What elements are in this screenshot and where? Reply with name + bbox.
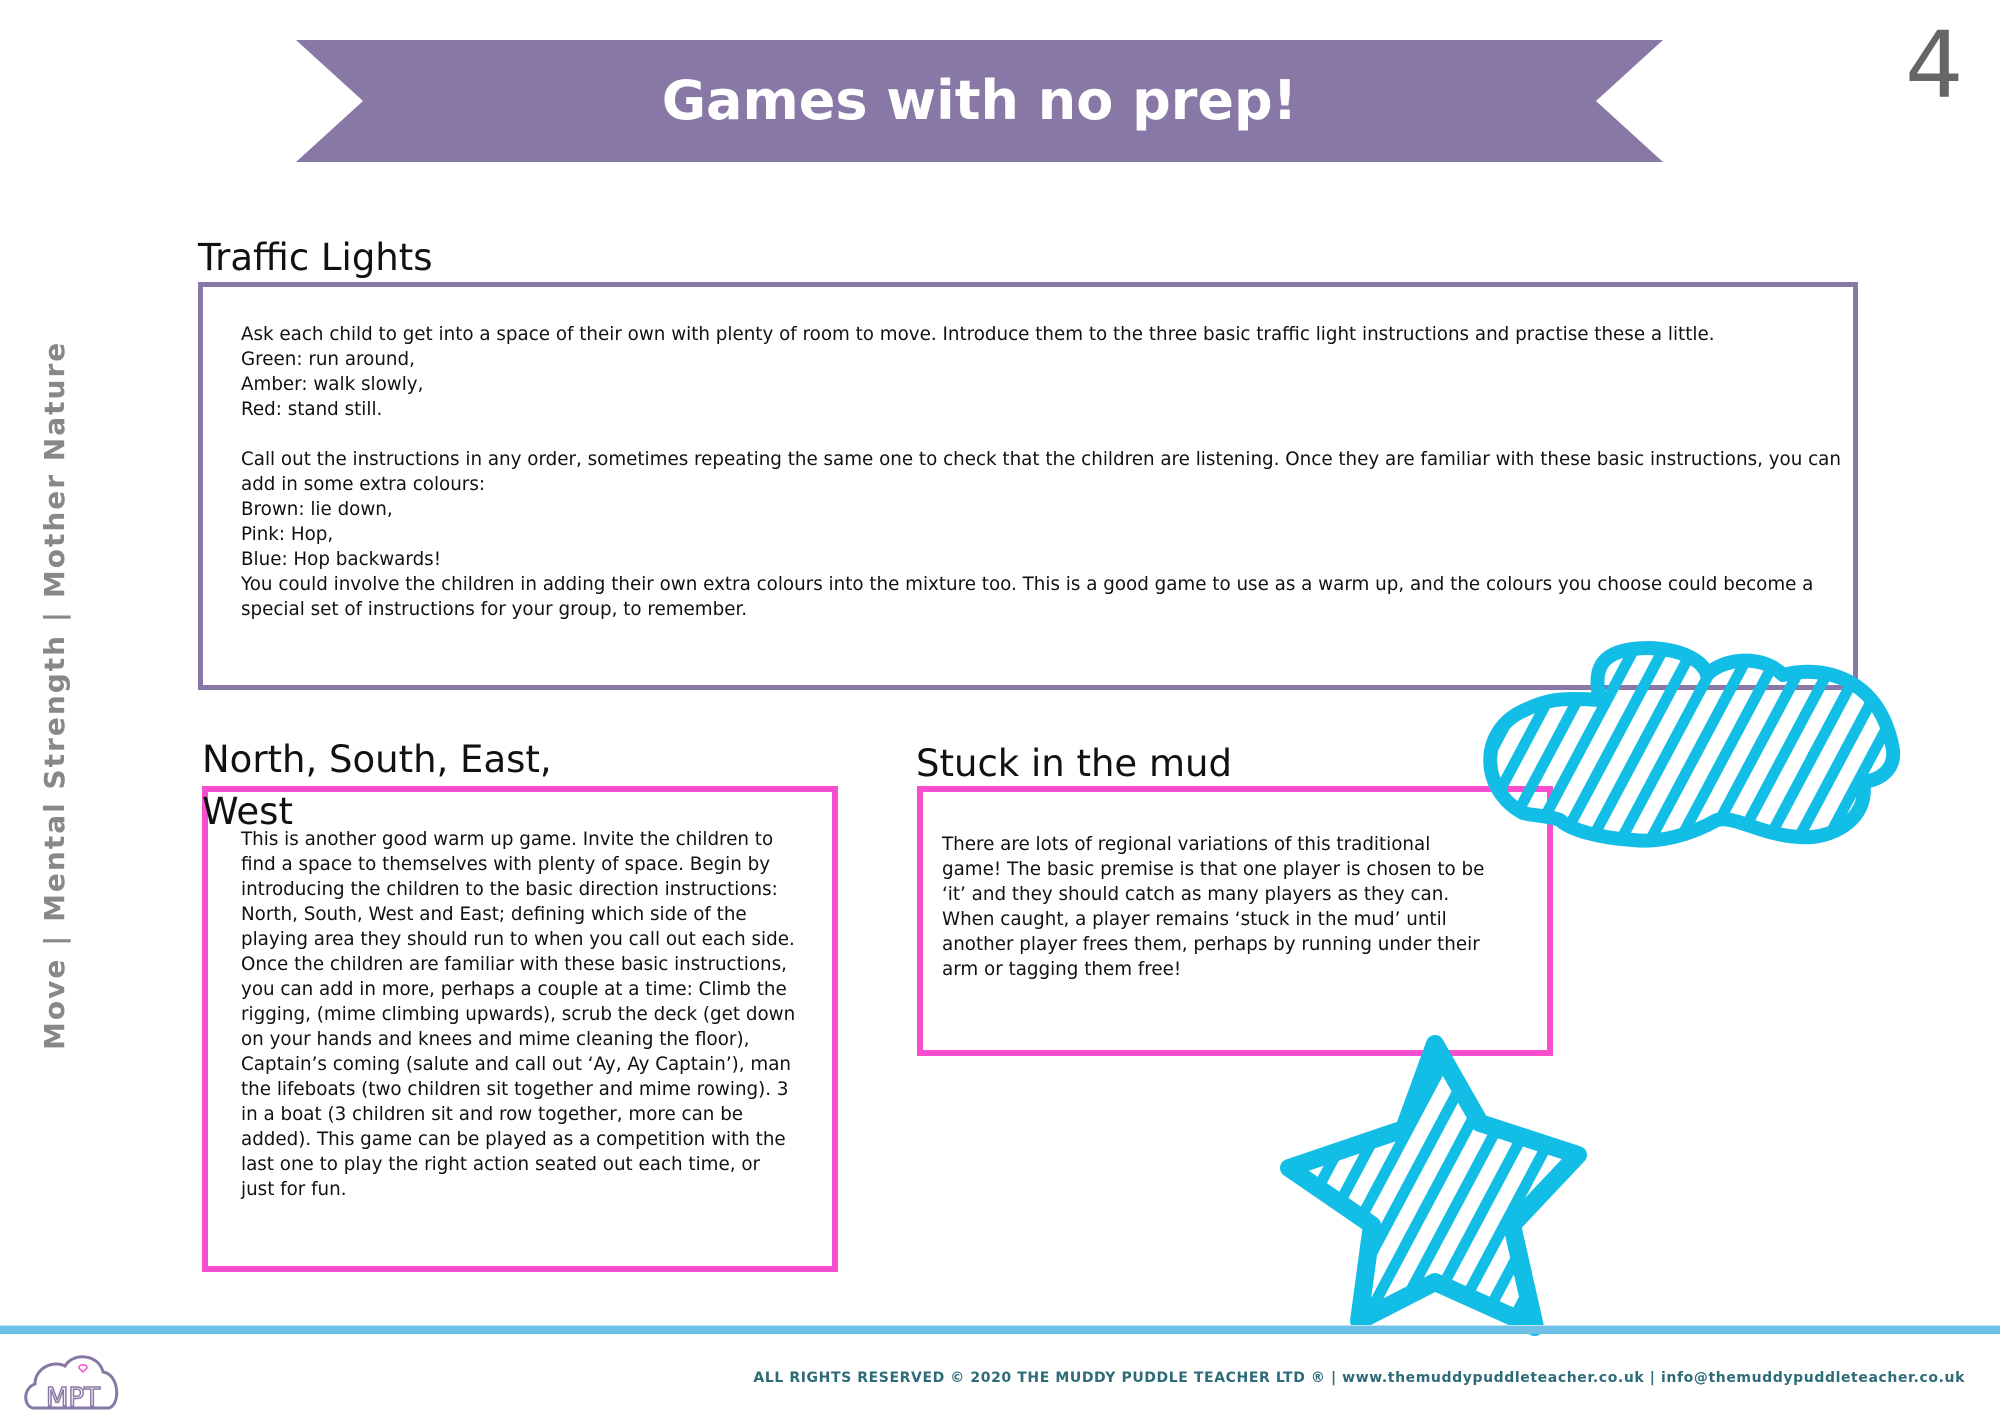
text-line: When caught, a player remains ‘stuck in the mud’ until	[942, 909, 1447, 930]
page-number: 4	[1905, 12, 1964, 119]
section-heading-traffic-lights: Traffic Lights	[198, 236, 433, 279]
text-line: Ask each child to get into a space of their own with plenty of room to move. Introduce them to the three basic traffic light instructions and practise these a little.	[241, 324, 1715, 345]
text-line: North, South, West and East; defining which side of the	[241, 904, 747, 925]
text-line: on your hands and knees and mime cleaning the floor),	[241, 1029, 750, 1050]
text-line: you can add in more, perhaps a couple at a time: Climb the	[241, 979, 787, 1000]
text-line: Green: run around,	[241, 349, 415, 370]
text-line: There are lots of regional variations of this traditional	[942, 834, 1431, 855]
text-line: the lifeboats (two children sit together and mime rowing). 3	[241, 1079, 789, 1100]
text-line: Captain’s coming (salute and call out ‘Ay, Ay Captain’), man	[241, 1054, 791, 1075]
section-heading-nsew-line2: West	[202, 790, 293, 833]
text-line: introducing the children to the basic direction instructions:	[241, 879, 778, 900]
text-line: special set of instructions for your group, to remember.	[241, 599, 748, 620]
text-line: Blue: Hop backwards!	[241, 549, 442, 570]
text-line: Brown: lie down,	[241, 499, 393, 520]
text-line: in a boat (3 children sit and row together, more can be	[241, 1104, 744, 1125]
text-line: game! The basic premise is that one player is chosen to be	[942, 859, 1485, 880]
text-line: Pink: Hop,	[241, 524, 334, 545]
text-line: Once the children are familiar with these basic instructions,	[241, 954, 787, 975]
text-line: ‘it’ and they should catch as many players as they can.	[942, 884, 1450, 905]
text-line: another player frees them, perhaps by running under their	[942, 934, 1480, 955]
text-line: just for fun.	[241, 1179, 347, 1200]
mpt-logo	[23, 1346, 123, 1412]
text-line: Call out the instructions in any order, sometimes repeating the same one to check that the children are listening. Once they are familiar with these basic instructions, you can	[241, 449, 1841, 470]
footer-copyright: ALL RIGHTS RESERVED © 2020 THE MUDDY PUDDLE TEACHER LTD ® | www.themuddypuddleteacher.co.uk | info@themuddypuddleteacher.co.uk	[753, 1370, 1965, 1386]
text-line: playing area they should run to when you call out each side.	[241, 929, 795, 950]
text-line: arm or tagging them free!	[942, 959, 1182, 980]
text-line: last one to play the right action seated out each time, or	[241, 1154, 761, 1175]
cloud-icon	[1470, 640, 1910, 850]
text-line: rigging, (mime climbing upwards), scrub the deck (get down	[241, 1004, 796, 1025]
svg-text:MPT: MPT	[46, 1383, 100, 1412]
text-line: add in some extra colours:	[241, 474, 486, 495]
section-heading-nsew: North, South, East,	[202, 738, 552, 781]
text-line: added). This game can be played as a competition with the	[241, 1129, 786, 1150]
text-line: This is another good warm up game. Invite the children to	[241, 829, 774, 850]
text-line: Amber: walk slowly,	[241, 374, 424, 395]
text-line: find a space to themselves with plenty of space. Begin by	[241, 854, 771, 875]
footer-divider	[0, 1325, 2000, 1334]
section-heading-stuck-in-the-mud: Stuck in the mud	[916, 742, 1232, 785]
sidebar-tagline: Move | Mental Strength | Mother Nature	[38, 340, 71, 1050]
star-icon	[1280, 1040, 1585, 1335]
text-line: You could involve the children in adding their own extra colours into the mixture too. This is a good game to use as a warm up, and the colours you choose could become a	[241, 574, 1814, 595]
page-title: Games with no prep!	[661, 69, 1298, 132]
text-line: Red: stand still.	[241, 399, 383, 420]
